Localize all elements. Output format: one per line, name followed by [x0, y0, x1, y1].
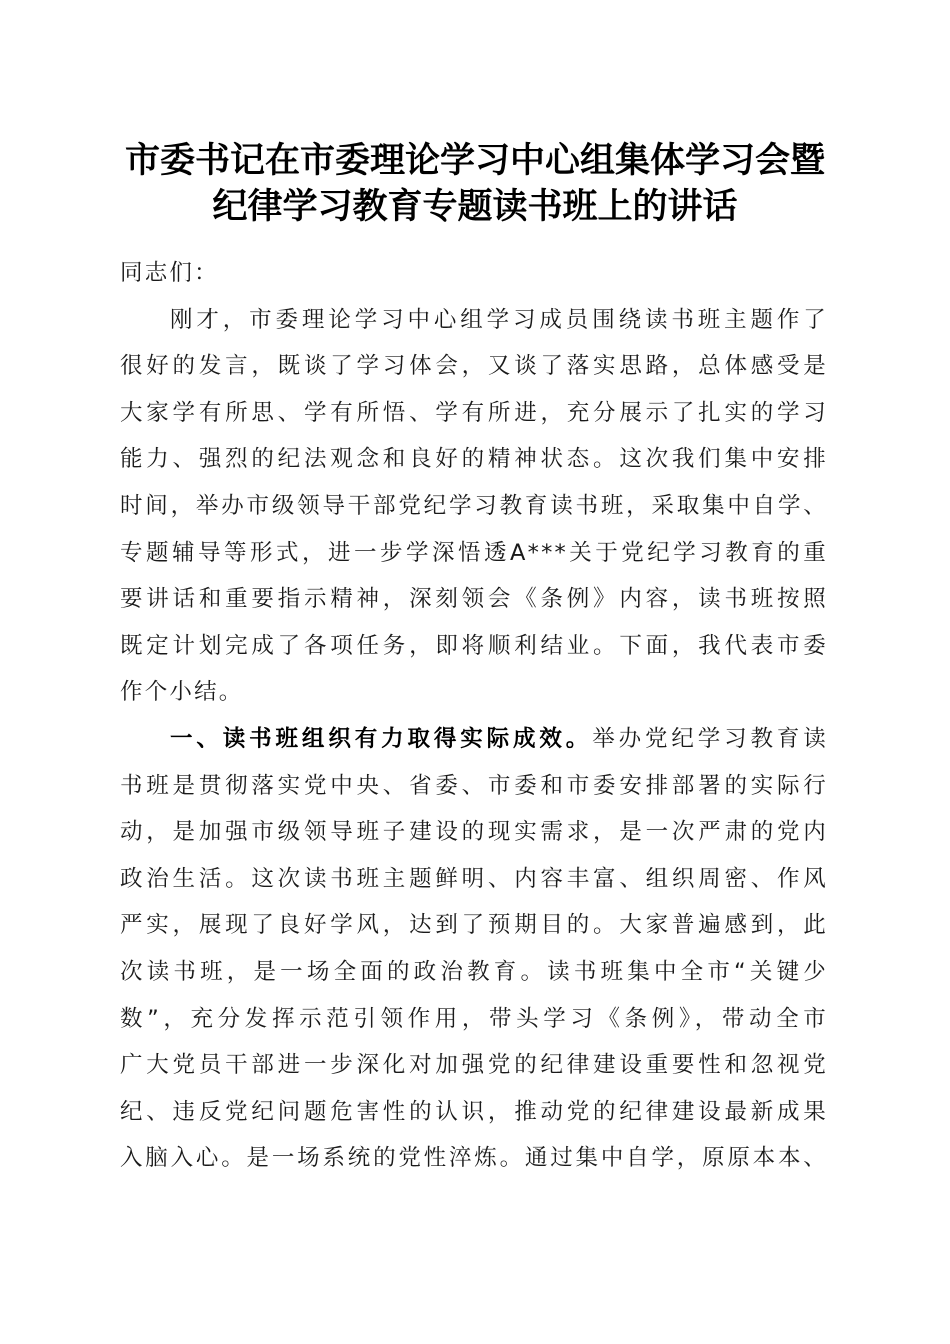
text-line: [120, 716, 828, 763]
section-heading-rest: 举办党纪学习教育读: [592, 725, 828, 752]
text-line: 既定计划完成了各项任务，即将顺利结业。下面，我代表市委: [120, 632, 828, 659]
text-line: 要讲话和重要指示精神，深刻领会《条例》内容，读书班按照: [120, 586, 828, 613]
text-line: 纪、违反党纪问题危害性的认识，推动党的纪律建设最新成果: [120, 1098, 828, 1125]
text-line: 政治生活。这次读书班主题鲜明、内容丰富、组织周密、作风: [120, 865, 828, 892]
text-line: 很好的发言，既谈了学习体会，又谈了落实思路，总体感受是: [120, 353, 828, 380]
text-line: 动，是加强市级领导班子建设的现实需求，是一次严肃的党内: [120, 819, 828, 846]
title-line-2: 纪律学习教育专题读书班上的讲话: [212, 186, 738, 227]
section-heading: 一、读书班组织有力取得实际成效。: [170, 725, 593, 752]
text-line: 时间，举办市级领导干部党纪学习教育读书班，采取集中自学、: [120, 492, 828, 519]
text-line: 入脑入心。是一场系统的党性淬炼。通过集中自学，原原本本、: [120, 1145, 828, 1172]
text-line: 刚才，市委理论学习中心组学习成员围绕读书班主题作了: [170, 306, 828, 333]
salutation: 同志们：: [120, 260, 219, 286]
text-line: 能力、强烈的纪法观念和良好的精神状态。这次我们集中安排: [120, 446, 828, 473]
paragraph-section-1: [120, 716, 828, 1182]
text-line: 数”，充分发挥示范引领作用，带头学习《条例》，带动全市: [120, 1005, 828, 1032]
document-body: [120, 250, 828, 1182]
text-line: 作个小结。: [120, 679, 244, 706]
title-line-1: 市委书记在市委理论学习中心组集体学习会暨: [124, 140, 825, 181]
text-line: 广大党员干部进一步深化对加强党的纪律建设重要性和忽视党: [120, 1052, 828, 1079]
paragraph-intro: [120, 297, 828, 716]
text-line: 大家学有所思、学有所悟、学有所进，充分展示了扎实的学习: [120, 399, 828, 426]
text-line: 书班是贯彻落实党中央、省委、市委和市委安排部署的实际行: [120, 772, 828, 799]
text-line: 严实，展现了良好学风，达到了预期目的。大家普遍感到，此: [120, 912, 828, 939]
document-title: [60, 138, 890, 230]
text-line: 次读书班，是一场全面的政治教育。读书班集中全市“关键少: [120, 958, 828, 985]
text-line: 专题辅导等形式，进一步学深悟透A***关于党纪学习教育的重: [120, 539, 828, 566]
